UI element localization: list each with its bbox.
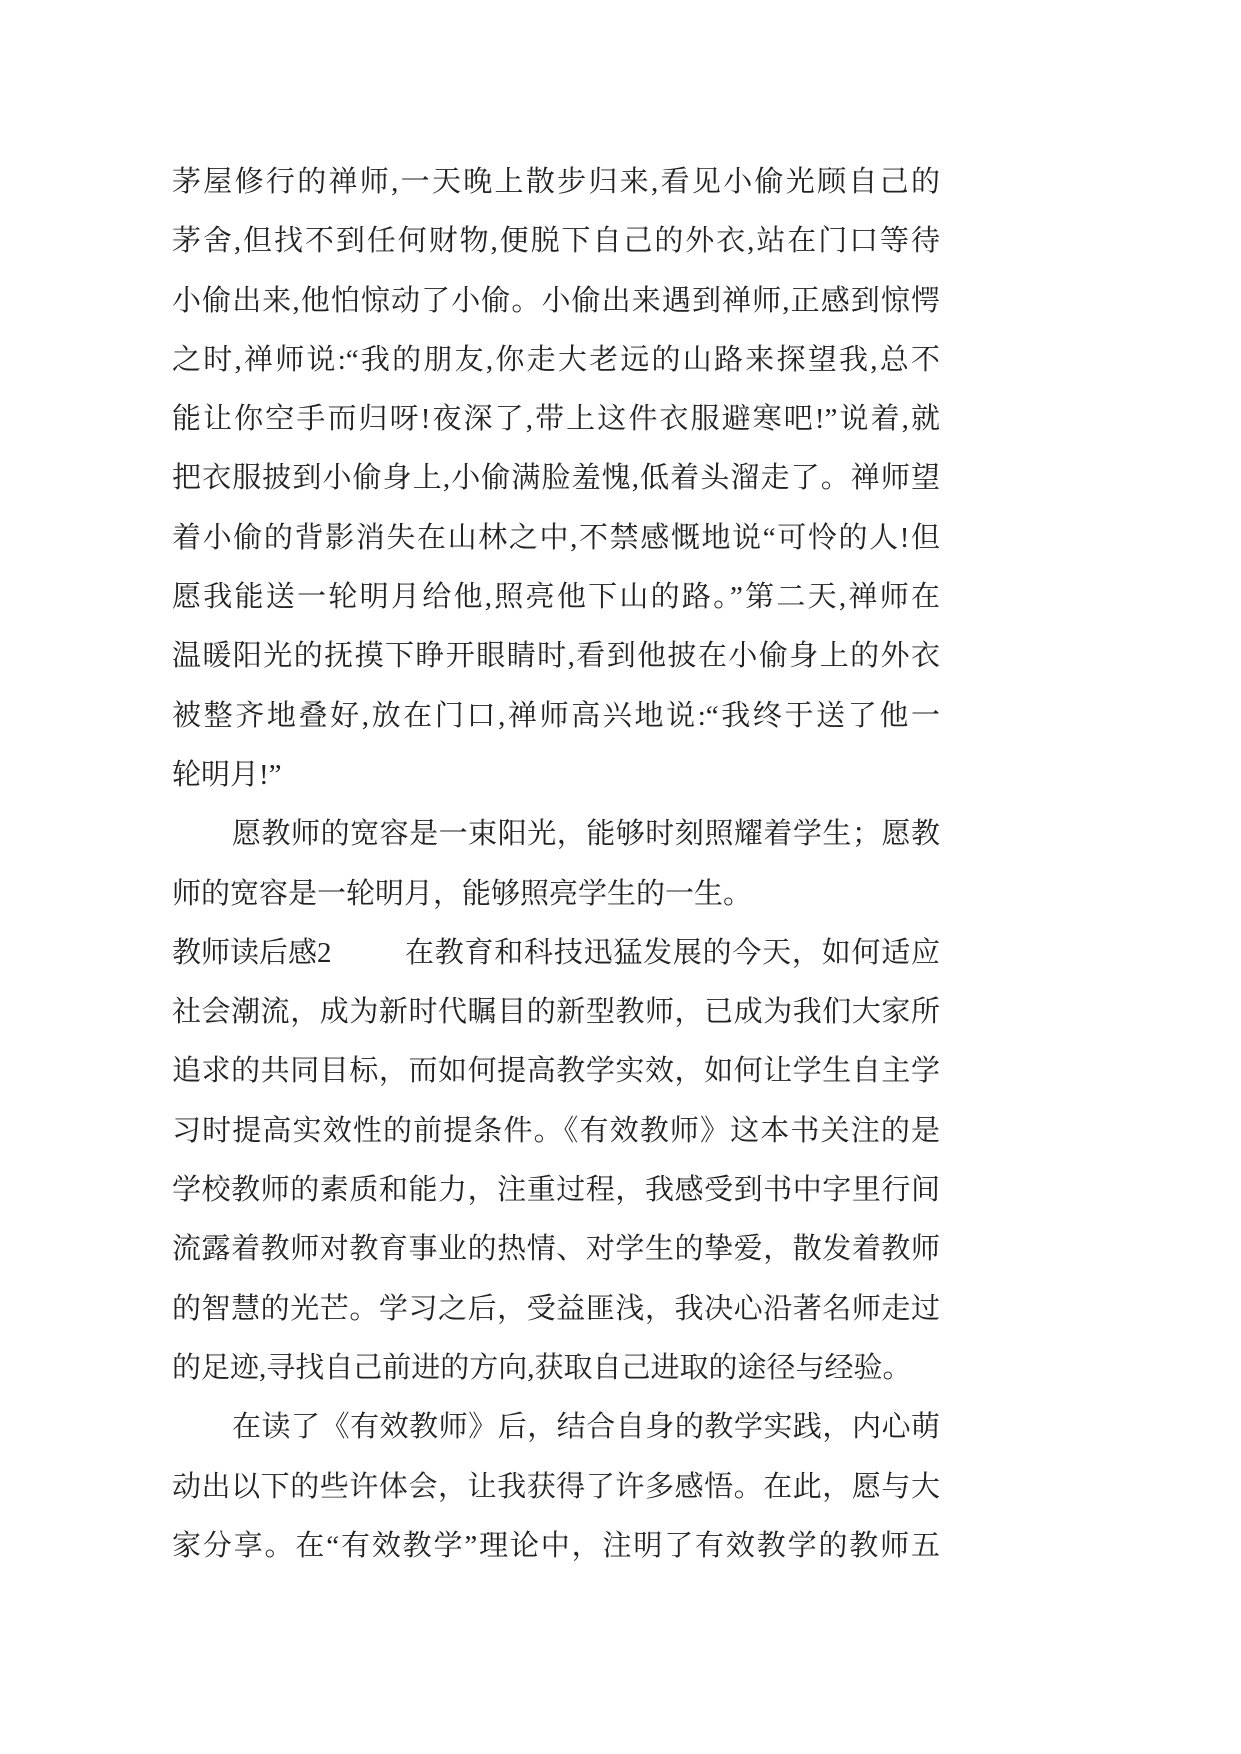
text-line: 茅屋修行的禅师,一天晚上散步归来,看见小偷光顾自己的 bbox=[172, 166, 940, 198]
text-line: 愿我能送一轮明月给他,照亮他下山的路。”第二天,禅师在 bbox=[172, 581, 940, 614]
text-line: 在教育和科技迅猛发展的今天，如何适应 bbox=[405, 936, 940, 969]
paragraph-teacher-tolerance bbox=[172, 805, 940, 924]
paragraph-zen-master-story bbox=[172, 153, 940, 805]
text-line: 追求的共同目标，而如何提高教学实效，如何让学生自主学 bbox=[172, 1055, 940, 1088]
text-line: 小偷出来,他怕惊动了小偷。小偷出来遇到禅师,正感到惊愕 bbox=[172, 284, 940, 317]
paragraph-effective-teacher bbox=[172, 1398, 940, 1576]
text-line: 学校教师的素质和能力，注重过程，我感受到书中字里行间 bbox=[172, 1174, 940, 1207]
text-line: 轮明月!” bbox=[172, 758, 282, 791]
document-body bbox=[172, 153, 940, 1576]
text-line: 流露着教师对教育事业的热情、对学生的挚爱，散发着教师 bbox=[172, 1233, 940, 1266]
text-line: 把衣服披到小偷身上,小偷满脸羞愧,低着头溜走了。禅师望 bbox=[172, 462, 940, 495]
text-line: 之时,禅师说:“我的朋友,你走大老远的山路来探望我,总不 bbox=[172, 343, 940, 376]
text-line: 动出以下的些许体会，让我获得了许多感悟。在此，愿与大 bbox=[172, 1470, 940, 1503]
text-line: 社会潮流，成为新时代瞩目的新型教师，已成为我们大家所 bbox=[172, 996, 940, 1029]
text-line: 着小偷的背影消失在山林之中,不禁感慨地说“可怜的人!但 bbox=[172, 521, 940, 554]
text-line: 在读了《有效教师》后，结合自身的教学实践，内心萌 bbox=[232, 1411, 940, 1444]
section-heading: 教师读后感2 bbox=[172, 936, 332, 969]
text-line: 愿教师的宽容是一束阳光，能够时刻照耀着学生；愿教 bbox=[232, 818, 940, 851]
text-line: 温暖阳光的抚摸下睁开眼睛时,看到他披在小偷身上的外衣 bbox=[172, 640, 940, 673]
text-line: 被整齐地叠好,放在门口,禅师高兴地说:“我终于送了他一 bbox=[172, 699, 940, 732]
text-line: 习时提高实效性的前提条件。《有效教师》这本书关注的是 bbox=[172, 1114, 940, 1147]
text-line: 师的宽容是一轮明月，能够照亮学生的一生。 bbox=[172, 877, 753, 910]
section-reading-reflection-2 bbox=[172, 924, 940, 1398]
text-line: 的足迹,寻找自己前进的方向,获取自己进取的途径与经验。 bbox=[172, 1351, 912, 1384]
text-line: 家分享。在“有效教学”理论中，注明了有效教学的教师五 bbox=[172, 1529, 940, 1562]
text-line: 能让你空手而归呀!夜深了,带上这件衣服避寒吧!”说着,就 bbox=[172, 403, 940, 436]
text-line: 的智慧的光芒。学习之后，受益匪浅，我决心沿著名师走过 bbox=[172, 1292, 940, 1325]
text-line: 茅舍,但找不到任何财物,便脱下自己的外衣,站在门口等待 bbox=[172, 225, 940, 258]
section-heading-line bbox=[172, 924, 940, 983]
